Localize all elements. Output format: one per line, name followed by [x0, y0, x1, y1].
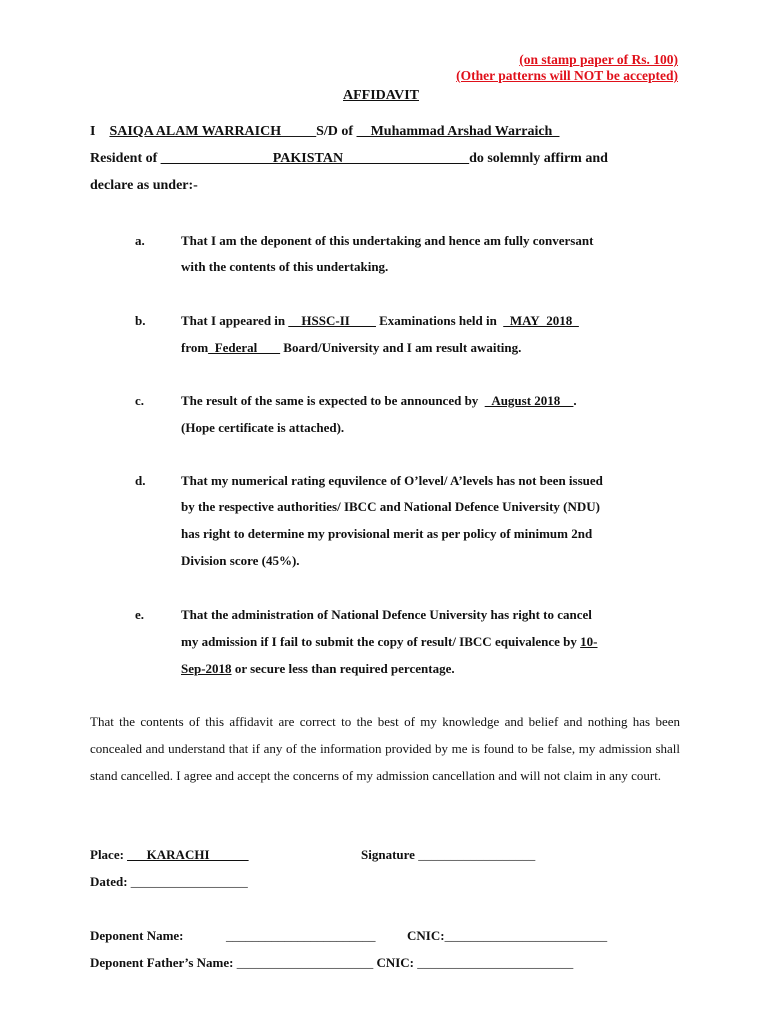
deponent-name: SAIQA ALAM WARRAICH: [109, 124, 282, 139]
result-date-value: _August 2018__: [484, 393, 574, 408]
clause-d-line4: Division score (45%).: [181, 553, 300, 568]
intro-i: I: [90, 124, 96, 139]
clause-c-text1: The result of the same is expected to be announced by: [181, 393, 482, 408]
clause-c-line1: [181, 393, 577, 409]
father-name-field: [90, 955, 573, 971]
exam-value: __HSSC-II____: [288, 313, 376, 328]
clause-e-text3: or secure less than required percentage.: [231, 661, 455, 676]
cnic-label-1: CNIC:: [407, 928, 445, 943]
clause-b-line2: [181, 340, 521, 356]
clause-d-line2: by the respective authorities/ IBCC and National Defence University (NDU): [181, 499, 600, 514]
cnic-field-1: [407, 928, 607, 944]
place-label: Place:: [90, 847, 128, 862]
clause-a-line1: That I am the deponent of this undertaking and hence am fully conversant: [181, 233, 594, 248]
signature-field: [361, 847, 535, 863]
exam-date-value: _MAY_2018_: [503, 313, 579, 328]
deponent-name-underscore: _____: [281, 124, 317, 139]
cnic-label-2: CNIC:: [373, 955, 418, 970]
clause-b-text1: That I appeared in: [181, 313, 289, 328]
cnic-line-2: ________________________: [417, 955, 574, 970]
board-value: _Federal ___: [208, 340, 281, 355]
dated-label: Dated:: [90, 874, 131, 889]
father-name: __Muhammad Arshad Warraich_: [356, 124, 560, 139]
residence-value: ________________PAKISTAN__________________: [160, 151, 470, 166]
cnic-line-1: _________________________: [444, 928, 608, 943]
clause-a-line2: with the contents of this undertaking.: [181, 259, 389, 274]
resident-label: Resident of: [90, 151, 161, 166]
deadline-date-part1: 10-: [580, 634, 598, 649]
page-title: AFFIDAVIT: [343, 88, 419, 103]
clause-a-label: a.: [135, 233, 145, 248]
stamp-note-line1: (on stamp paper of Rs. 100): [519, 52, 678, 67]
clause-e-label: e.: [135, 607, 145, 622]
intro-line-3: declare as under:-: [90, 178, 198, 193]
deponent-name-line: _______________________: [226, 928, 376, 943]
clause-b-text3: from: [181, 340, 209, 355]
clause-d-line1: That my numerical rating equvilence of O’level/ A’levels has not been issued: [181, 473, 603, 488]
signature-label: Signature: [361, 847, 419, 862]
place-field: [90, 847, 249, 863]
stamp-note-line2: (Other patterns will NOT be accepted): [456, 68, 678, 83]
clause-b-label: b.: [135, 313, 146, 328]
sd-of-label: S/D of: [316, 124, 357, 139]
affirm-text: do solemnly affirm and: [469, 151, 608, 166]
clause-b-line1: [181, 313, 579, 329]
clause-c-text2: .: [573, 393, 577, 408]
dated-line: __________________: [130, 874, 248, 889]
clause-e-text2: my admission if I fail to submit the copy of result/ IBCC equivalence by: [181, 634, 581, 649]
clause-e-line1: That the administration of National Defence University has right to cancel: [181, 607, 592, 622]
clause-c-line2: (Hope certificate is attached).: [181, 420, 345, 435]
clause-b-text4: Board/University and I am result awaiting.: [280, 340, 522, 355]
deponent-name-label: Deponent Name:: [90, 928, 184, 943]
clause-d-line3: has right to determine my provisional merit as per policy of minimum 2nd: [181, 526, 593, 541]
declaration-paragraph: That the contents of this affidavit are correct to the best of my knowledge and belief and nothing has been concealed and understand that if any of the information provided by me is found to be false, my admission shall stand cancelled. I agree and accept the concerns of my admission cancellation and will not claim in any court.: [90, 714, 680, 783]
father-name-label: Deponent Father’s Name:: [90, 955, 237, 970]
signature-line: __________________: [418, 847, 536, 862]
intro-line-2: [90, 151, 608, 167]
clause-c-label: c.: [135, 393, 145, 408]
deadline-date-part2: Sep-2018: [181, 661, 232, 676]
intro-line-1: [90, 124, 559, 140]
stamp-note: [456, 52, 678, 84]
dated-field: [90, 874, 248, 890]
clause-e-line3: [181, 661, 455, 677]
clause-d-label: d.: [135, 473, 146, 488]
clause-e-line2: [181, 634, 598, 650]
clause-b-text2: Examinations held in: [375, 313, 501, 328]
father-name-line: _____________________: [236, 955, 374, 970]
place-value: ___KARACHI______: [127, 847, 249, 862]
